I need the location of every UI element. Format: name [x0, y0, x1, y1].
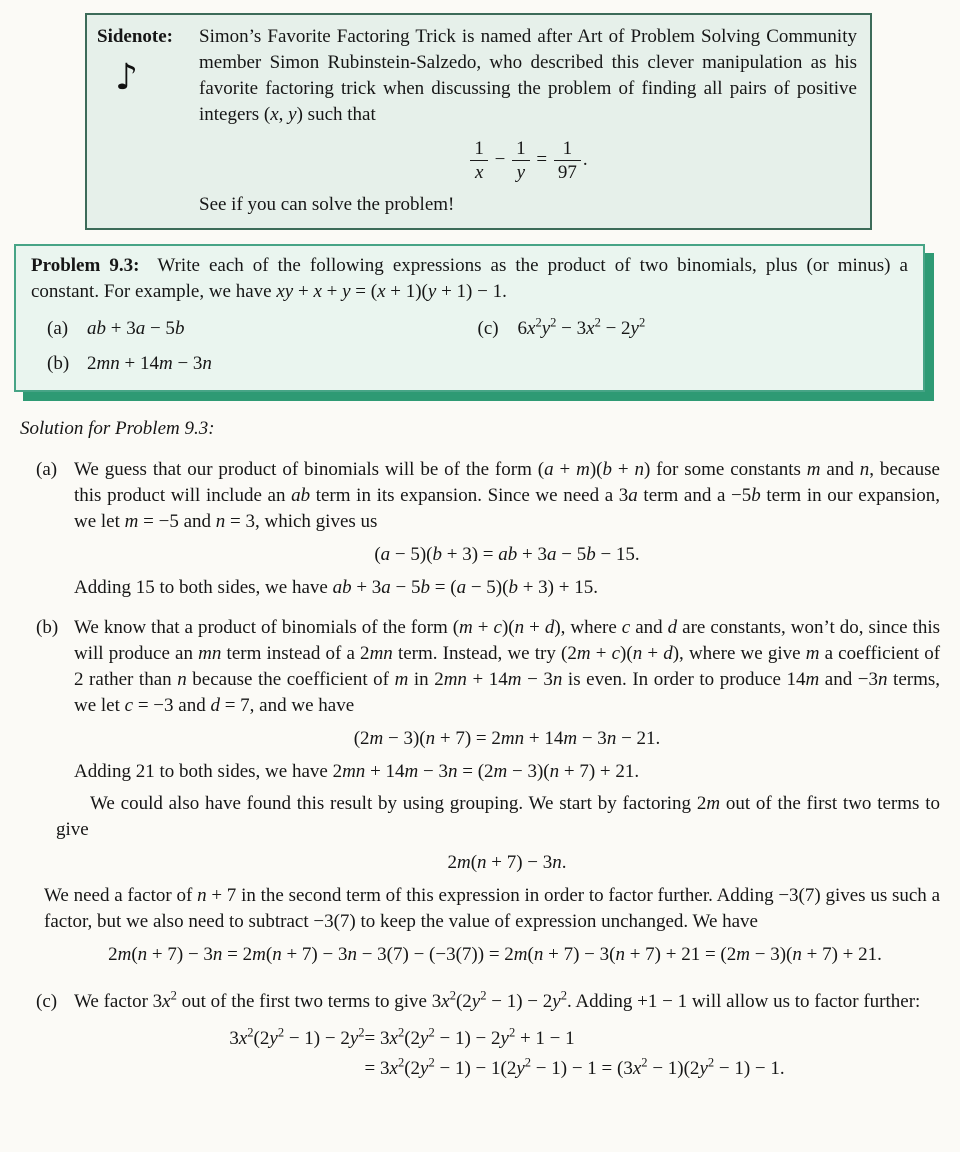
- part-marker-b: (b): [36, 616, 59, 638]
- part-c-eq-line1-right: = $3x^2(2y^2 - 1) - 2y^2 + 1 - 1$: [364, 1025, 575, 1049]
- sidenote-body: [199, 24, 857, 218]
- part-c-eq-line2-right: = $3x^2(2y^2 - 1) - 1(2y^2 - 1) - 1 = (3x^2 - 1)(2y^2 - 1) - 1$.: [364, 1055, 785, 1079]
- sidenote-equation: $\frac{1}{x}$ − $\frac{1}{y}$ = $\frac{1}{97}$ .: [199, 138, 857, 184]
- part-body-c: [74, 989, 940, 1084]
- part-b-factor-paragraph: We need a factor of n + 7 in the second term of this expression in order to factor further. Adding −3(7) gives us such a factor, but we also need to subtract −3(7) to keep the value of expression unchanged. We have: [44, 884, 940, 932]
- problem-item-b: [47, 351, 478, 377]
- sidenote-box: [85, 13, 872, 230]
- item-expression-c: $6x^2y^2 - 3x^2 - 2y^2$: [517, 315, 646, 339]
- part-a-equation: (a − 5)(b + 3) = ab + 3a − 5b − 15.: [374, 543, 640, 565]
- part-c-equations: [229, 1024, 784, 1084]
- part-b-equation-2: 2m(n + 7) − 3n.: [447, 851, 567, 873]
- part-a-conclusion: Adding 15 to both sides, we have ab + 3a − 5b = (a − 5)(b + 3) + 15.: [74, 576, 598, 598]
- part-c-paragraph: We factor $3x^2$ out of the first two terms to give $3x^2(2y^2 - 1) - 2y^2$. Adding +1 − 1 will allow us to factor further:: [74, 988, 921, 1012]
- problem-label: Problem 9.3:: [31, 254, 140, 276]
- solution-part-a: [36, 457, 940, 601]
- part-body-b: [44, 615, 941, 975]
- part-body-a: [74, 457, 940, 601]
- sidenote-footer: See if you can solve the problem!: [199, 193, 455, 215]
- item-marker-c: (c): [477, 317, 499, 339]
- item-marker-a: (a): [47, 317, 69, 339]
- part-b-grouping-paragraph: We could also have found this result by using grouping. We start by factoring 2m out of the first two terms to give: [56, 792, 940, 840]
- part-marker-a: (a): [36, 458, 58, 480]
- part-b-equation-3: 2m(n + 7) − 3n = 2m(n + 7) − 3n − 3(7) − (−3(7)) = 2m(n + 7) − 3(n + 7) + 21 = (2m − 3)(n + 7) + 21.: [108, 943, 882, 965]
- solution-part-b: [36, 615, 940, 975]
- problem-items: [47, 316, 908, 377]
- sidenote-label: Sidenote:: [97, 26, 173, 47]
- problem-item-c: [478, 316, 909, 342]
- eighth-note-icon: ♪: [115, 57, 138, 98]
- item-marker-b: (b): [47, 352, 70, 374]
- part-a-paragraph: We guess that our product of binomials will be of the form (a + m)(b + n) for some constants m and n, because this product will include an ab term in its expansion. Since we need a 3a term and a −5b term in our expansion, we let m = −5 and n = 3, which gives us: [74, 458, 940, 532]
- solution-part-c: [36, 989, 940, 1084]
- sidenote-text: Simon’s Favorite Factoring Trick is named after Art of Problem Solving Community member Simon Rubinstein-Salzedo, who described this clever manipulation as his favorite factoring trick when discussing the problem of finding all pairs of positive integers (x, y) such that: [199, 26, 857, 125]
- part-c-eq-line2-left: [229, 1054, 364, 1084]
- item-expression-b: 2mn + 14m − 3n: [87, 352, 212, 374]
- problem-item-a: [47, 316, 478, 342]
- part-marker-c: (c): [36, 990, 58, 1012]
- sidenote-label-column: [97, 24, 199, 218]
- problem-intro-text: Write each of the following expressions as the product of two binomials, plus (or minus) a constant. For example, we have xy + x + y = (x + 1)(y + 1) − 1.: [31, 254, 908, 302]
- part-b-conclusion: Adding 21 to both sides, we have 2mn + 14m − 3n = (2m − 3)(n + 7) + 21.: [74, 760, 640, 782]
- solution-heading: Solution for Problem 9.3:: [20, 417, 215, 439]
- problem-statement: [31, 253, 908, 305]
- part-c-eq-line1-left: $3x^2(2y^2 - 1) - 2y^2$: [229, 1025, 365, 1049]
- part-b-equation-1: (2m − 3)(n + 7) = 2mn + 14m − 3n − 21.: [353, 727, 661, 749]
- part-b-paragraph: We know that a product of binomials of the form (m + c)(n + d), where c and d are constants, won’t do, since this will produce an mn term instead of a 2mn term. Instead, we try (2m + c)(n + d), where we give m a coefficient of 2 rather than n because the coefficient of m in 2mn + 14m − 3n is even. In order to produce 14m and −3n terms, we let c = −3 and d = 7, and we have: [74, 616, 941, 716]
- item-expression-a: ab + 3a − 5b: [87, 317, 185, 339]
- problem-box: [14, 244, 925, 392]
